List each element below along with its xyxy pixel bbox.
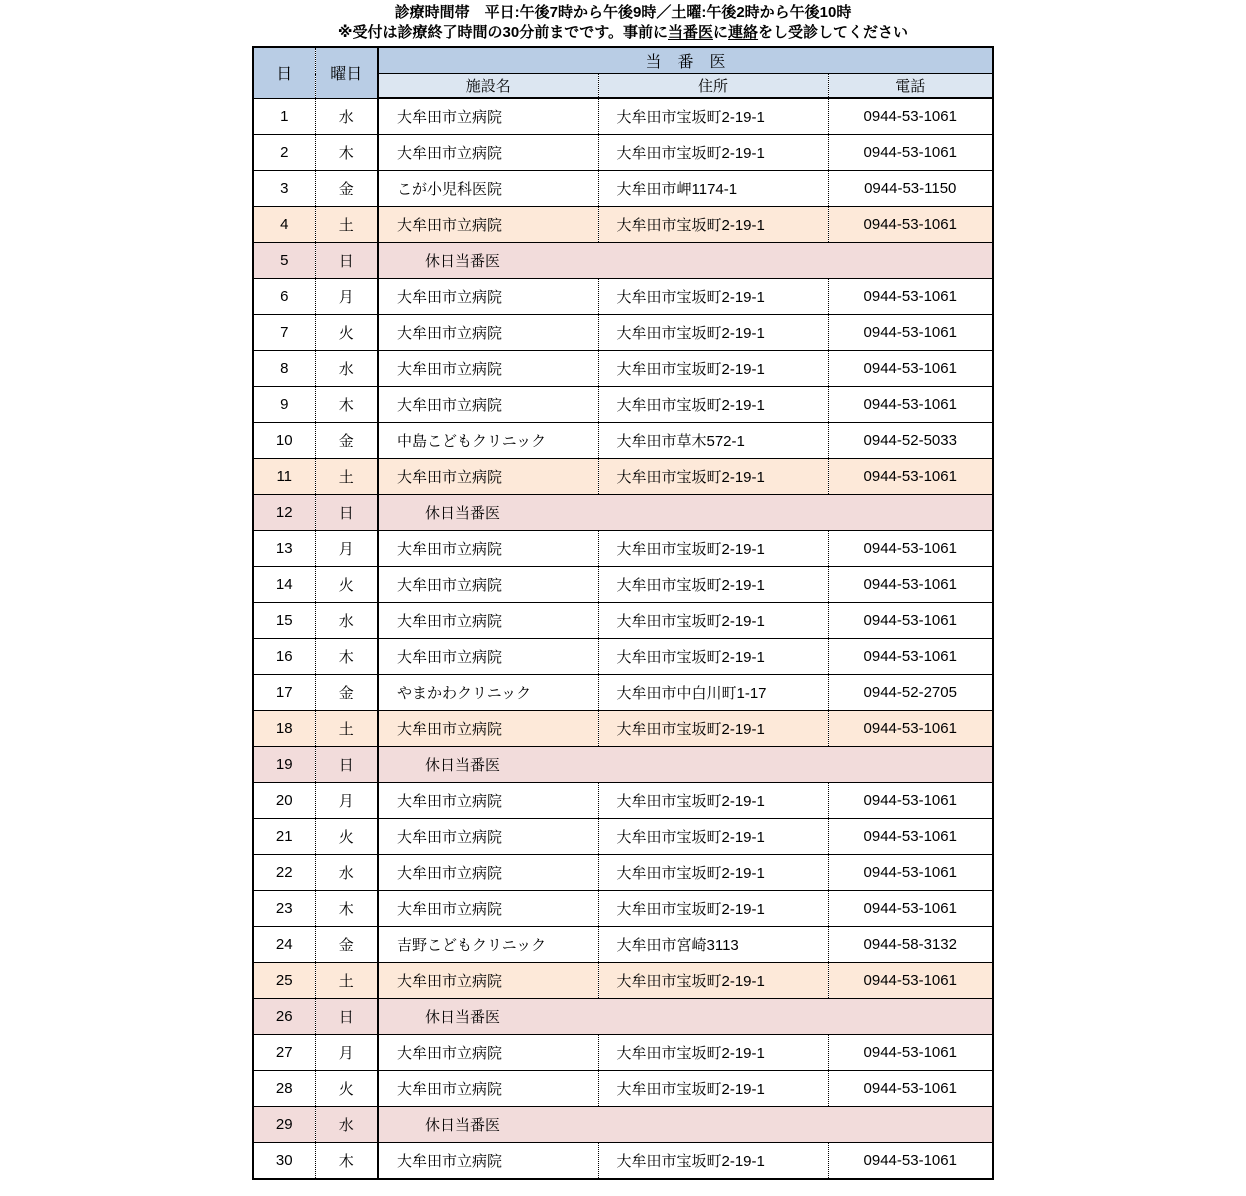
- address-cell: 大牟田市宝坂町2-19-1: [598, 891, 828, 927]
- day-cell: 23: [253, 891, 315, 927]
- weekday-cell: 木: [315, 1143, 378, 1180]
- holiday-label-cell: 休日当番医: [378, 495, 993, 531]
- day-cell: 29: [253, 1107, 315, 1143]
- address-cell: 大牟田市宝坂町2-19-1: [598, 819, 828, 855]
- table-row: [253, 855, 993, 891]
- weekday-cell: 水: [315, 603, 378, 639]
- holiday-row: [253, 243, 993, 279]
- holiday-row: [253, 747, 993, 783]
- table-row: [253, 459, 993, 495]
- day-cell: 16: [253, 639, 315, 675]
- table-row: [253, 171, 993, 207]
- facility-cell: 大牟田市立病院: [378, 819, 598, 855]
- phone-cell: 0944-53-1061: [828, 207, 993, 243]
- weekday-cell: 日: [315, 747, 378, 783]
- phone-cell: 0944-53-1061: [828, 819, 993, 855]
- table-row: [253, 891, 993, 927]
- day-cell: 27: [253, 1035, 315, 1071]
- phone-cell: 0944-53-1061: [828, 639, 993, 675]
- phone-cell: 0944-52-2705: [828, 675, 993, 711]
- weekday-cell: 月: [315, 783, 378, 819]
- address-cell: 大牟田市宝坂町2-19-1: [598, 639, 828, 675]
- phone-cell: 0944-53-1061: [828, 855, 993, 891]
- address-cell: 大牟田市宝坂町2-19-1: [598, 711, 828, 747]
- table-row: [253, 1143, 993, 1180]
- column-header-group-touban-i: 当 番 医: [378, 47, 993, 74]
- holiday-row: [253, 495, 993, 531]
- weekday-cell: 土: [315, 459, 378, 495]
- address-cell: 大牟田市宝坂町2-19-1: [598, 98, 828, 135]
- weekday-cell: 日: [315, 495, 378, 531]
- day-cell: 9: [253, 387, 315, 423]
- notice-text: に: [713, 24, 729, 41]
- day-cell: 6: [253, 279, 315, 315]
- address-cell: 大牟田市宝坂町2-19-1: [598, 1035, 828, 1071]
- weekday-cell: 金: [315, 927, 378, 963]
- holiday-row: [253, 1107, 993, 1143]
- phone-cell: 0944-52-5033: [828, 423, 993, 459]
- day-cell: 26: [253, 999, 315, 1035]
- page-title: [0, 3, 1246, 43]
- table-row: [253, 531, 993, 567]
- facility-cell: 大牟田市立病院: [378, 711, 598, 747]
- phone-cell: 0944-53-1061: [828, 963, 993, 999]
- address-cell: 大牟田市宝坂町2-19-1: [598, 1143, 828, 1180]
- phone-cell: 0944-53-1061: [828, 279, 993, 315]
- phone-cell: 0944-53-1061: [828, 351, 993, 387]
- table-row: [253, 567, 993, 603]
- facility-cell: 大牟田市立病院: [378, 351, 598, 387]
- day-cell: 24: [253, 927, 315, 963]
- table-row: [253, 423, 993, 459]
- day-cell: 18: [253, 711, 315, 747]
- table-row: [253, 1035, 993, 1071]
- phone-cell: 0944-53-1061: [828, 603, 993, 639]
- weekday-cell: 日: [315, 999, 378, 1035]
- weekday-cell: 水: [315, 855, 378, 891]
- address-cell: 大牟田市中白川町1-17: [598, 675, 828, 711]
- column-header-address: 住所: [598, 74, 828, 99]
- table-header: [253, 47, 993, 98]
- notice-text: をし受診してください: [758, 24, 909, 41]
- address-cell: 大牟田市宝坂町2-19-1: [598, 387, 828, 423]
- address-cell: 大牟田市宝坂町2-19-1: [598, 351, 828, 387]
- weekday-cell: 木: [315, 891, 378, 927]
- holiday-row: [253, 999, 993, 1035]
- facility-cell: 大牟田市立病院: [378, 135, 598, 171]
- facility-cell: 大牟田市立病院: [378, 98, 598, 135]
- facility-cell: やまかわクリニック: [378, 675, 598, 711]
- facility-cell: 大牟田市立病院: [378, 639, 598, 675]
- notice-underline-touban: 当番医: [668, 24, 714, 41]
- weekday-cell: 月: [315, 279, 378, 315]
- day-cell: 20: [253, 783, 315, 819]
- weekday-cell: 金: [315, 171, 378, 207]
- table-row: [253, 315, 993, 351]
- notice-underline-renraku: 連絡: [728, 24, 759, 41]
- day-cell: 11: [253, 459, 315, 495]
- weekday-cell: 土: [315, 207, 378, 243]
- address-cell: 大牟田市宝坂町2-19-1: [598, 963, 828, 999]
- address-cell: 大牟田市宝坂町2-19-1: [598, 855, 828, 891]
- column-header-weekday: 曜日: [315, 47, 378, 98]
- column-header-day: 日: [253, 47, 315, 98]
- table-row: [253, 135, 993, 171]
- facility-cell: 大牟田市立病院: [378, 459, 598, 495]
- day-cell: 14: [253, 567, 315, 603]
- weekday-cell: 木: [315, 387, 378, 423]
- column-header-phone: 電話: [828, 74, 993, 99]
- weekday-cell: 水: [315, 98, 378, 135]
- address-cell: 大牟田市宝坂町2-19-1: [598, 279, 828, 315]
- weekday-cell: 金: [315, 675, 378, 711]
- table-row: [253, 963, 993, 999]
- phone-cell: 0944-53-1061: [828, 135, 993, 171]
- facility-cell: 大牟田市立病院: [378, 603, 598, 639]
- day-cell: 19: [253, 747, 315, 783]
- phone-cell: 0944-58-3132: [828, 927, 993, 963]
- address-cell: 大牟田市岬1174-1: [598, 171, 828, 207]
- column-header-facility: 施設名: [378, 74, 598, 99]
- day-cell: 12: [253, 495, 315, 531]
- facility-cell: 中島こどもクリニック: [378, 423, 598, 459]
- facility-cell: 吉野こどもクリニック: [378, 927, 598, 963]
- address-cell: 大牟田市宝坂町2-19-1: [598, 207, 828, 243]
- day-cell: 4: [253, 207, 315, 243]
- facility-cell: 大牟田市立病院: [378, 963, 598, 999]
- phone-cell: 0944-53-1061: [828, 567, 993, 603]
- table-row: [253, 675, 993, 711]
- phone-cell: 0944-53-1061: [828, 98, 993, 135]
- day-cell: 22: [253, 855, 315, 891]
- holiday-label-cell: 休日当番医: [378, 243, 993, 279]
- day-cell: 3: [253, 171, 315, 207]
- facility-cell: 大牟田市立病院: [378, 891, 598, 927]
- day-cell: 28: [253, 1071, 315, 1107]
- holiday-label-cell: 休日当番医: [378, 1107, 993, 1143]
- weekday-cell: 木: [315, 135, 378, 171]
- table-row: [253, 639, 993, 675]
- phone-cell: 0944-53-1061: [828, 1071, 993, 1107]
- address-cell: 大牟田市宝坂町2-19-1: [598, 567, 828, 603]
- weekday-cell: 日: [315, 243, 378, 279]
- holiday-label-cell: 休日当番医: [378, 747, 993, 783]
- phone-cell: 0944-53-1061: [828, 531, 993, 567]
- day-cell: 25: [253, 963, 315, 999]
- phone-cell: 0944-53-1061: [828, 891, 993, 927]
- day-cell: 1: [253, 98, 315, 135]
- phone-cell: 0944-53-1061: [828, 783, 993, 819]
- table-row: [253, 387, 993, 423]
- schedule-body: [253, 98, 993, 1179]
- phone-cell: 0944-53-1061: [828, 459, 993, 495]
- day-cell: 5: [253, 243, 315, 279]
- weekday-cell: 木: [315, 639, 378, 675]
- facility-cell: 大牟田市立病院: [378, 567, 598, 603]
- table-row: [253, 1071, 993, 1107]
- facility-cell: 大牟田市立病院: [378, 387, 598, 423]
- day-cell: 2: [253, 135, 315, 171]
- facility-cell: 大牟田市立病院: [378, 207, 598, 243]
- table-row: [253, 603, 993, 639]
- table-row: [253, 927, 993, 963]
- facility-cell: 大牟田市立病院: [378, 1143, 598, 1180]
- address-cell: 大牟田市宝坂町2-19-1: [598, 459, 828, 495]
- facility-cell: 大牟田市立病院: [378, 1071, 598, 1107]
- table-row: [253, 98, 993, 135]
- facility-cell: こが小児科医院: [378, 171, 598, 207]
- day-cell: 15: [253, 603, 315, 639]
- weekday-cell: 金: [315, 423, 378, 459]
- facility-cell: 大牟田市立病院: [378, 855, 598, 891]
- notice-text: ※受付は診療終了時間の30分前までです。事前に: [337, 24, 668, 41]
- facility-cell: 大牟田市立病院: [378, 783, 598, 819]
- phone-cell: 0944-53-1061: [828, 711, 993, 747]
- day-cell: 17: [253, 675, 315, 711]
- weekday-cell: 火: [315, 567, 378, 603]
- facility-cell: 大牟田市立病院: [378, 1035, 598, 1071]
- weekday-cell: 火: [315, 1071, 378, 1107]
- weekday-cell: 月: [315, 1035, 378, 1071]
- table-row: [253, 279, 993, 315]
- address-cell: 大牟田市宮崎3113: [598, 927, 828, 963]
- address-cell: 大牟田市宝坂町2-19-1: [598, 315, 828, 351]
- phone-cell: 0944-53-1061: [828, 1035, 993, 1071]
- phone-cell: 0944-53-1061: [828, 387, 993, 423]
- table-row: [253, 783, 993, 819]
- phone-cell: 0944-53-1150: [828, 171, 993, 207]
- holiday-label-cell: 休日当番医: [378, 999, 993, 1035]
- weekday-cell: 水: [315, 351, 378, 387]
- reception-notice: [0, 23, 1246, 43]
- phone-cell: 0944-53-1061: [828, 1143, 993, 1180]
- facility-cell: 大牟田市立病院: [378, 531, 598, 567]
- address-cell: 大牟田市宝坂町2-19-1: [598, 783, 828, 819]
- day-cell: 21: [253, 819, 315, 855]
- address-cell: 大牟田市草木572-1: [598, 423, 828, 459]
- weekday-cell: 火: [315, 819, 378, 855]
- on-call-schedule-table: [252, 46, 994, 1180]
- day-cell: 8: [253, 351, 315, 387]
- day-cell: 10: [253, 423, 315, 459]
- day-cell: 7: [253, 315, 315, 351]
- day-cell: 13: [253, 531, 315, 567]
- weekday-cell: 水: [315, 1107, 378, 1143]
- facility-cell: 大牟田市立病院: [378, 315, 598, 351]
- weekday-cell: 月: [315, 531, 378, 567]
- phone-cell: 0944-53-1061: [828, 315, 993, 351]
- table-row: [253, 819, 993, 855]
- facility-cell: 大牟田市立病院: [378, 279, 598, 315]
- weekday-cell: 土: [315, 711, 378, 747]
- weekday-cell: 土: [315, 963, 378, 999]
- address-cell: 大牟田市宝坂町2-19-1: [598, 135, 828, 171]
- consultation-hours-title: 診療時間帯 平日:午後7時から午後9時／土曜:午後2時から午後10時: [394, 4, 852, 21]
- day-cell: 30: [253, 1143, 315, 1180]
- address-cell: 大牟田市宝坂町2-19-1: [598, 531, 828, 567]
- table-row: [253, 711, 993, 747]
- address-cell: 大牟田市宝坂町2-19-1: [598, 1071, 828, 1107]
- table-row: [253, 351, 993, 387]
- weekday-cell: 火: [315, 315, 378, 351]
- address-cell: 大牟田市宝坂町2-19-1: [598, 603, 828, 639]
- table-row: [253, 207, 993, 243]
